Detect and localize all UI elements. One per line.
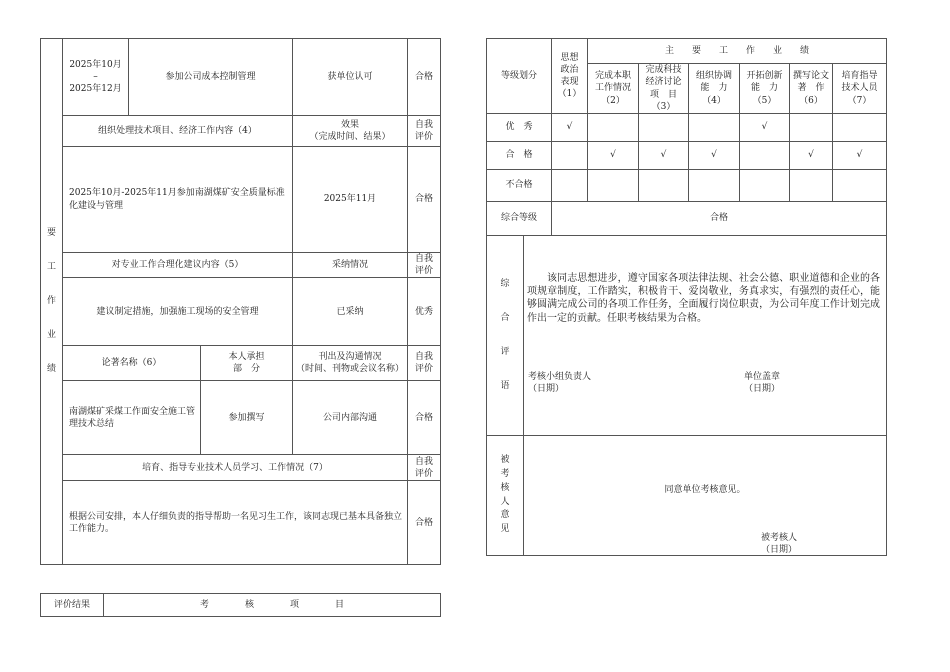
grade-mark [552, 170, 588, 202]
grade-mark [689, 114, 740, 142]
opinion-side-label: 被 考 核 人 意 见 [487, 436, 524, 556]
right-grade-table [486, 38, 887, 556]
sec5-self-eval-header: 自我 评价 [408, 253, 441, 278]
sec7-self-eval-header: 自我 评价 [408, 455, 441, 481]
col-header-4: 组织协调 能 力 （4） [689, 64, 740, 114]
col-ideology-header: 思想 政治 表现 （1） [552, 39, 588, 114]
row4-time: 2025年11月 [293, 147, 408, 253]
col-header-2: 完成本职 工作情况 （2） [588, 64, 639, 114]
opinion-cell [524, 436, 887, 556]
sec4-self-eval-header: 自我 评价 [408, 116, 441, 147]
sec7-header: 培育、指导专业技术人员学习、工作情况（7） [63, 455, 408, 481]
grade-mark [639, 114, 689, 142]
eval-result-label: 评价结果 [41, 594, 104, 617]
leader-signature: 考核小组负责人 （日期） [528, 372, 592, 395]
grade-mark [689, 170, 740, 202]
grade-row-label: 不合格 [487, 170, 552, 202]
row6-publish: 公司内部沟通 [293, 381, 408, 455]
row5-grade: 优秀 [408, 278, 441, 346]
grade-mark: √ [689, 142, 740, 170]
grade-mark [639, 170, 689, 202]
overall-grade-label: 综合等级 [487, 202, 552, 236]
main-achievements-header: 主 要 工 作 业 绩 [588, 39, 887, 64]
grade-row-excellent [487, 114, 887, 142]
row1-date: 2025年10月 – 2025年12月 [63, 39, 129, 116]
grade-mark [790, 170, 833, 202]
evaluation-result-strip [40, 593, 441, 617]
sec4-header: 组织处理技术项目、经济工作内容（4） [63, 116, 293, 147]
row1-result: 获单位认可 [293, 39, 408, 116]
sec6-name-header: 论著名称（6） [63, 346, 201, 381]
row6-role: 参加撰写 [201, 381, 293, 455]
grade-mark [552, 142, 588, 170]
left-performance-table [40, 38, 441, 565]
grade-mark: √ [552, 114, 588, 142]
sec6-self-eval-header: 自我 评价 [408, 346, 441, 381]
assessment-items-title: 考 核 项 目 [104, 594, 441, 617]
grade-row-qualified [487, 142, 887, 170]
row6-grade: 合格 [408, 381, 441, 455]
sec5-adopt-header: 采纳情况 [293, 253, 408, 278]
col-header-3: 完成科技 经济讨论 项 目 （3） [639, 64, 689, 114]
grade-mark [588, 114, 639, 142]
grade-mark: √ [740, 114, 790, 142]
row6-name: 南湖煤矿采煤工作面安全施工管理技术总结 [63, 381, 201, 455]
grade-mark [588, 170, 639, 202]
grade-mark: √ [833, 142, 887, 170]
col-header-5: 开拓创新 能 力 （5） [740, 64, 790, 114]
comment-text: 该同志思想进步，遵守国家各项法律法规、社会公德、职业道德和企业的各项规章制度，工作踏实，积极肯干、爱岗敬业，务真求实，有强烈的责任心，能够圆满完成公司的各项工作任务，全面履行岗位职责，为公司年度工作计划完成作出一定的贡献。任职考核结果为合格。 [527, 273, 881, 324]
grade-level-header: 等级划分 [487, 39, 552, 114]
grade-mark: √ [790, 142, 833, 170]
grade-mark [833, 114, 887, 142]
row4-content: 2025年10月-2025年11月参加南湖煤矿安全质量标准化建设与管理 [63, 147, 293, 253]
grade-row-unqualified [487, 170, 887, 202]
side-label-main-work: 要 工 作 业 绩 [41, 39, 63, 565]
unit-seal: 单位盖章 （日期） [744, 372, 781, 395]
grade-row-label: 合 格 [487, 142, 552, 170]
sec6-publish-header: 刊出及沟通情况 （时间、刊物或会议名称） [293, 346, 408, 381]
grade-mark [833, 170, 887, 202]
sec4-effect-header: 效果 （完成时间、结果） [293, 116, 408, 147]
opinion-text: 同意单位考核意见。 [664, 485, 746, 495]
grade-mark [740, 170, 790, 202]
row5-content: 建议制定措施，加强施工现场的安全管理 [63, 278, 293, 346]
col-header-6: 撰写论文 著 作 （6） [790, 64, 833, 114]
row5-status: 已采纳 [293, 278, 408, 346]
row1-item: 参加公司成本控制管理 [129, 39, 293, 116]
comment-side-label: 综 合 评 语 [487, 236, 524, 436]
examinee-signature: 被考核人 （日期） [761, 533, 798, 556]
comment-cell [524, 236, 887, 436]
grade-mark [740, 142, 790, 170]
row1-grade: 合格 [408, 39, 441, 116]
sec5-header: 对专业工作合理化建议内容（5） [63, 253, 293, 278]
row7-content: 根据公司安排，本人仔细负责的指导帮助一名见习生工作，该同志现已基本具备独立工作能力。 [63, 481, 408, 565]
row4-grade: 合格 [408, 147, 441, 253]
grade-mark [790, 114, 833, 142]
col-header-7: 培育指导 技术人员 （7） [833, 64, 887, 114]
grade-mark: √ [588, 142, 639, 170]
row7-grade: 合格 [408, 481, 441, 565]
overall-grade-value: 合格 [552, 202, 887, 236]
sec6-role-header: 本人承担 部 分 [201, 346, 293, 381]
grade-row-label: 优 秀 [487, 114, 552, 142]
grade-mark: √ [639, 142, 689, 170]
